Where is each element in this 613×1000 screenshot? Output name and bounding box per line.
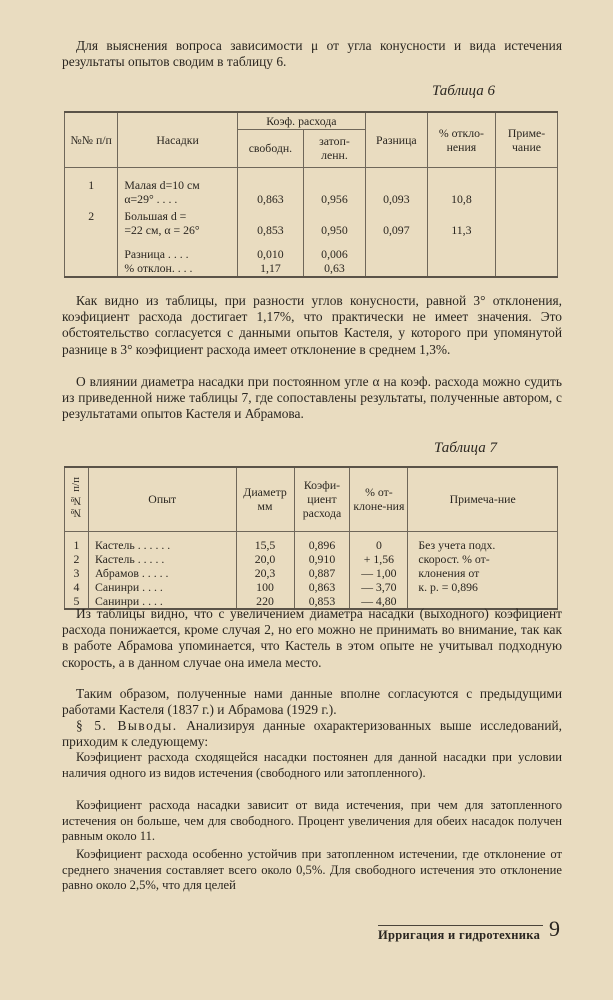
t7-row3-diam: 20,3 <box>236 566 294 580</box>
table6-caption: Таблица 6 <box>432 83 495 99</box>
t7-row2-num: 2 <box>65 552 89 566</box>
t6-dev-empty3 <box>496 261 558 277</box>
paragraph-3: Из таблицы видно, что с увеличением диаметра насадки (выходного) коэфициент расхода понижается, кроме случая 2, но его можно не принимать во внимание, так как в работе Абрамова упоминается, что Кастель в этом опыте не учитывал подходную скорость, а в данном случае она имела место. <box>62 606 562 670</box>
t6-row1-name <box>118 167 238 207</box>
t7-header-coef: Коэфи-циент расхода <box>294 467 350 531</box>
t7-note-line1: Без учета подх. <box>418 537 496 552</box>
t6-diff-sub: 0,006 <box>304 247 366 261</box>
t6-header-coef: Коэф. расхода <box>237 112 365 129</box>
t7-header-exp: Опыт <box>88 467 236 531</box>
t7-row5-exp: Санинри . . . . <box>88 594 236 609</box>
paragraph-4: Таким образом, полученные нами данные вполне согласуются с предыдущими работами Кастеля (1837 г.) и Абрамова (1929 г.). <box>62 686 562 718</box>
t7-row2-diam: 20,0 <box>236 552 294 566</box>
conclusion-1: Коэфициент расхода сходящейся насадки постоянен для данной насадки при условии наличия одного из видов истечения (свободного или затопленного). <box>62 750 562 780</box>
t6-header-note: Приме-чание <box>496 112 558 167</box>
t7-header-diam: Диаметр мм <box>236 467 294 531</box>
t7-row3-dev: — 1,00 <box>350 566 408 580</box>
t7-row5-dev: — 4,80 <box>350 594 408 609</box>
t7-row1-num: 1 <box>65 531 89 552</box>
t7-row2-dev: + 1,56 <box>350 552 408 566</box>
section-heading: § 5. Выводы. <box>76 718 178 733</box>
intro-paragraph: Для выяснения вопроса зависимости μ от угла конусности и вида истечения результаты опытов сводим в таблицу 6. <box>62 38 562 70</box>
paragraph-2: О влиянии диаметра насадки при постоянном угле α на коэф. расхода можно судить из приведенной ниже таблицы 7, где сопоставлены результаты, полученные автором, с результатами опытов Кастеля и Абрамова. <box>62 374 562 422</box>
t6-row1-name-line1: Малая d=10 см <box>124 177 200 192</box>
t6-row1-note <box>496 167 558 207</box>
t7-header-num <box>65 467 89 531</box>
t7-header-dev: % от-клоне-ния <box>350 467 408 531</box>
t6-row2-name-line1: Большая d = <box>124 209 187 223</box>
t6-header-dev: % откло-нения <box>427 112 495 167</box>
paragraph-5 <box>62 718 562 750</box>
t7-row4-num: 4 <box>65 580 89 594</box>
t6-dev-free: 1,17 <box>237 261 303 277</box>
t6-row2-free: 0,853 <box>237 207 303 247</box>
t6-row1-name-line2: α=29° . . . . <box>124 191 178 206</box>
t6-row1-num: 1 <box>65 167 118 207</box>
t6-header-submerged: затоп-ленн. <box>304 129 366 167</box>
t6-dev-sub: 0,63 <box>304 261 366 277</box>
t6-row2-num: 2 <box>65 207 118 247</box>
t6-row2-name-line2: =22 см, α = 26° <box>124 223 200 237</box>
t6-dev-label: % отклон. . . . <box>118 261 238 277</box>
paragraph-5-text: Анализируя данные охарактеризованных выше исследований, приходим к следующему: <box>62 718 563 750</box>
t7-row3-num: 3 <box>65 566 89 580</box>
t6-dev-empty2 <box>427 261 495 277</box>
t7-row2-exp: Кастель . . . . . <box>88 552 236 566</box>
t6-header-free: свободн. <box>237 129 303 167</box>
t6-diff-free: 0,010 <box>237 247 303 261</box>
table-7 <box>64 466 558 610</box>
t7-row3-exp: Абрамов . . . . . <box>88 566 236 580</box>
t6-row1-dev: 10,8 <box>427 167 495 207</box>
t6-header-diff: Разница <box>365 112 427 167</box>
t6-diff-num <box>65 247 118 261</box>
t6-header-num: №№ п/п <box>65 112 118 167</box>
t7-row4-exp: Санинри . . . . <box>88 580 236 594</box>
t7-note-line4: к. р. = 0,896 <box>418 579 478 594</box>
t7-row2-coef: 0,910 <box>294 552 350 566</box>
t6-row1-free: 0,863 <box>237 167 303 207</box>
t6-dev-num <box>65 261 118 277</box>
t7-row5-diam: 220 <box>236 594 294 609</box>
t6-diff-label: Разница . . . . <box>118 247 238 261</box>
t7-row5-num: 5 <box>65 594 89 609</box>
t7-note-line3: клонения от <box>418 565 480 580</box>
t7-row3-coef: 0,887 <box>294 566 350 580</box>
t6-row2-diff: 0,097 <box>365 207 427 247</box>
paragraph-1: Как видно из таблицы, при разности углов конусности, равной 3° отклонения, коэфициент расхода достигает 1,17%, что практически не имеет значения. Это обстоятельство согласуется с данными опытов Кастеля, у которого при упомянутой разнице в 3° коэфициент расхода имеет отклонение в среднем 1,3%. <box>62 293 562 357</box>
t7-row1-coef: 0,896 <box>294 531 350 552</box>
t7-note <box>408 531 558 609</box>
t7-row4-dev: — 3,70 <box>350 580 408 594</box>
footer-rule <box>378 925 543 926</box>
t7-row5-coef: 0,853 <box>294 594 350 609</box>
table-6 <box>64 111 558 278</box>
t7-header-note: Примеча-ние <box>408 467 558 531</box>
t6-diff-empty3 <box>496 247 558 261</box>
t7-row1-exp: Кастель . . . . . . <box>88 531 236 552</box>
t6-row1-sub: 0,956 <box>304 167 366 207</box>
conclusion-3: Коэфициент расхода особенно устойчив при затопленном истечении, где отклонение от среднего значения составляет всего около 0,5%. Для свободного истечения это отклонение равно около 2,5%, что для целей <box>62 847 562 893</box>
journal-footer: Ирригация и гидротехника <box>378 928 541 942</box>
t7-row4-diam: 100 <box>236 580 294 594</box>
t7-header-num-text: №№ п/п <box>70 476 83 519</box>
conclusion-2: Коэфициент расхода насадки зависит от вида истечения, при чем для затопленного истечения он больше, чем для свободного. Процент увеличения для обеих насадок получен равным около 11. <box>62 798 562 844</box>
t6-row2-sub: 0,950 <box>304 207 366 247</box>
t6-dev-empty1 <box>365 261 427 277</box>
t6-header-nozzles: Насадки <box>118 112 238 167</box>
page-number: 9 <box>549 916 560 941</box>
t7-row4-coef: 0,863 <box>294 580 350 594</box>
t6-row2-dev: 11,3 <box>427 207 495 247</box>
t6-row1-diff: 0,093 <box>365 167 427 207</box>
t6-diff-empty2 <box>427 247 495 261</box>
t7-note-line2: скорост. % от- <box>418 551 490 566</box>
t6-row2-note <box>496 207 558 247</box>
table7-caption: Таблица 7 <box>434 440 497 456</box>
t7-row1-dev: 0 <box>350 531 408 552</box>
t6-row2-name <box>118 207 238 247</box>
t6-diff-empty1 <box>365 247 427 261</box>
t7-row1-diam: 15,5 <box>236 531 294 552</box>
